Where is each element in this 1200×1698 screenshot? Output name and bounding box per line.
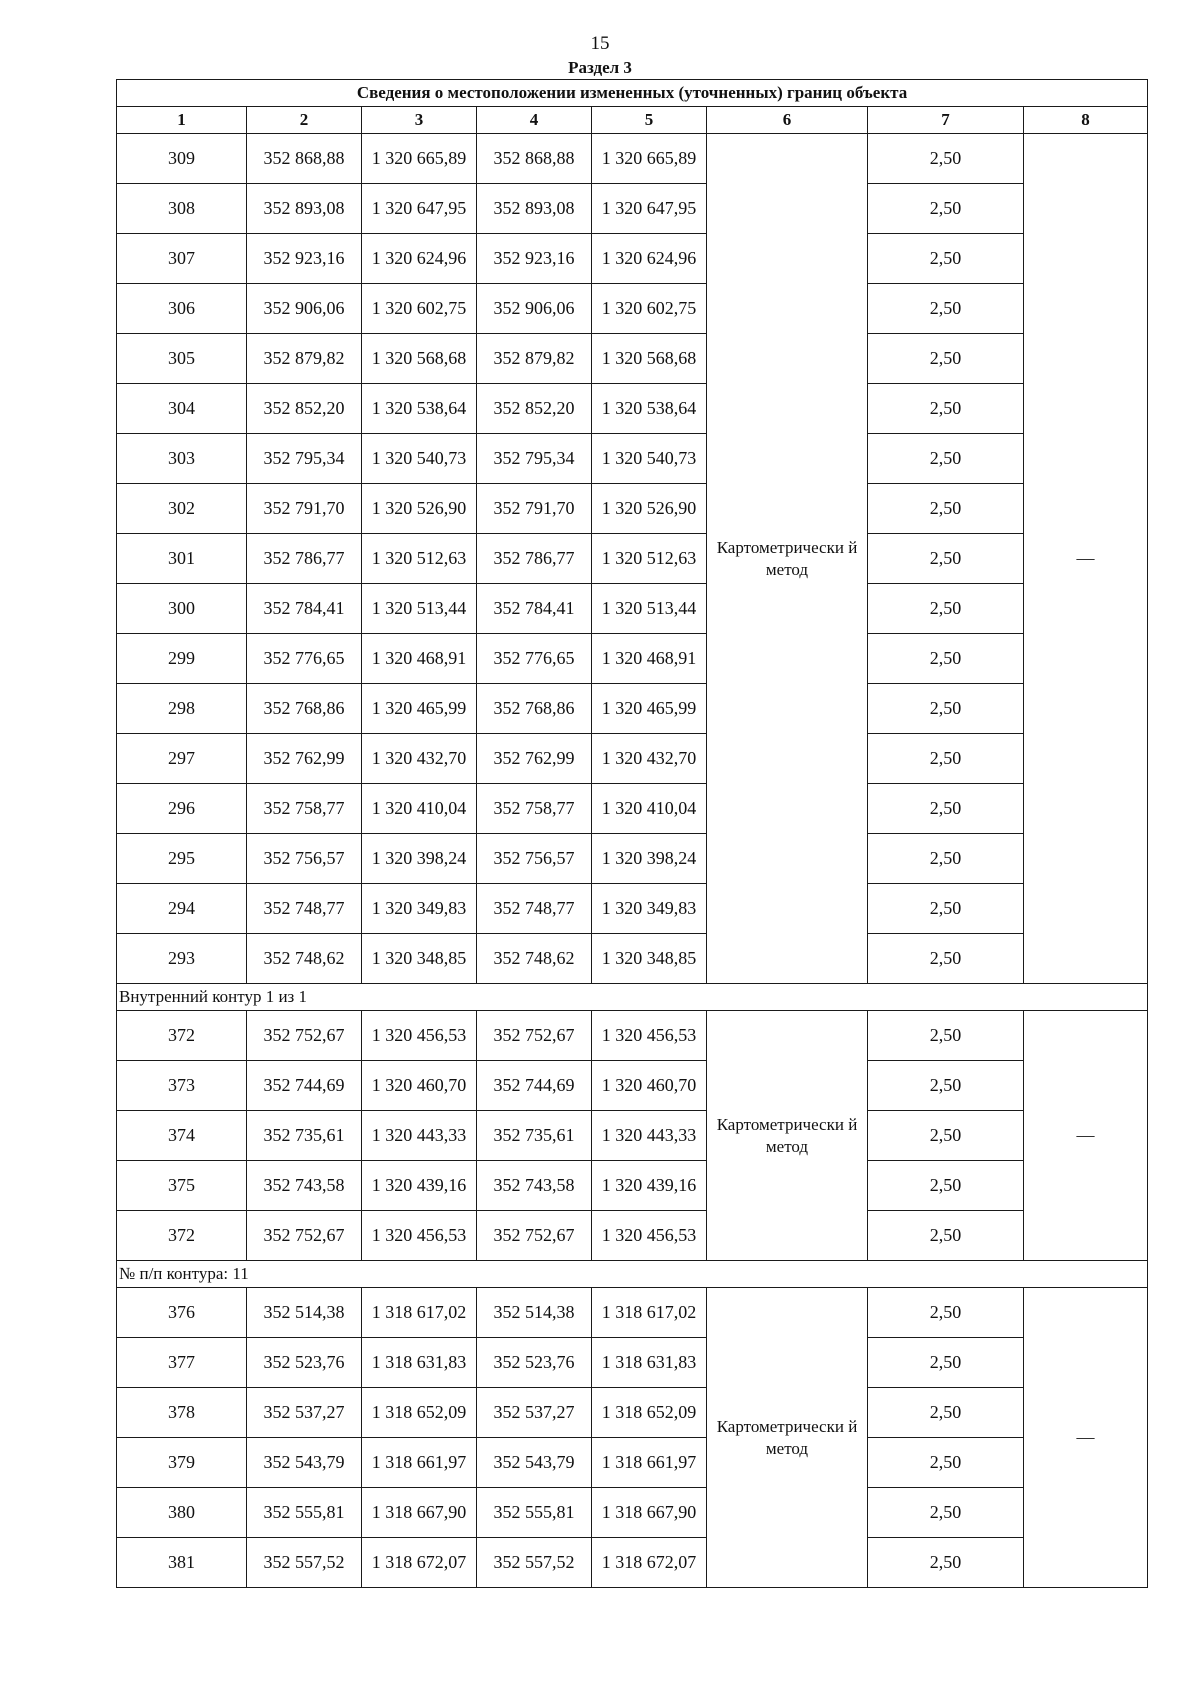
y-coordinate-cell: 1 320 432,70 — [362, 734, 477, 784]
y-coordinate-cell: 1 320 465,99 — [362, 684, 477, 734]
table-row — [117, 684, 1148, 734]
table-row — [117, 1061, 1148, 1111]
point-number-cell: 300 — [117, 584, 247, 634]
x-coordinate-cell: 352 543,79 — [247, 1438, 362, 1488]
column-number: 7 — [868, 107, 1024, 134]
x-coordinate-cell: 352 786,77 — [247, 534, 362, 584]
x-new-coordinate-cell: 352 768,86 — [477, 684, 592, 734]
table-body — [117, 134, 1148, 1588]
y-new-coordinate-cell: 1 318 631,83 — [592, 1338, 707, 1388]
table-row — [117, 584, 1148, 634]
y-coordinate-cell: 1 320 456,53 — [362, 1211, 477, 1261]
x-new-coordinate-cell: 352 852,20 — [477, 384, 592, 434]
x-new-coordinate-cell: 352 744,69 — [477, 1061, 592, 1111]
table-row — [117, 1388, 1148, 1438]
y-new-coordinate-cell: 1 318 661,97 — [592, 1438, 707, 1488]
y-coordinate-cell: 1 320 349,83 — [362, 884, 477, 934]
point-number-cell: 302 — [117, 484, 247, 534]
x-new-coordinate-cell: 352 514,38 — [477, 1288, 592, 1338]
y-new-coordinate-cell: 1 320 468,91 — [592, 634, 707, 684]
x-new-coordinate-cell: 352 537,27 — [477, 1388, 592, 1438]
table-row — [117, 334, 1148, 384]
point-number-cell: 293 — [117, 934, 247, 984]
table-row — [117, 1338, 1148, 1388]
table-row — [117, 134, 1148, 184]
point-number-cell: 307 — [117, 234, 247, 284]
point-number-cell: 379 — [117, 1438, 247, 1488]
column-number: 1 — [117, 107, 247, 134]
accuracy-cell: 2,50 — [868, 1111, 1024, 1161]
y-new-coordinate-cell: 1 320 540,73 — [592, 434, 707, 484]
y-new-coordinate-cell: 1 320 602,75 — [592, 284, 707, 334]
point-number-cell: 295 — [117, 834, 247, 884]
y-coordinate-cell: 1 320 647,95 — [362, 184, 477, 234]
table-row — [117, 1538, 1148, 1588]
y-coordinate-cell: 1 320 443,33 — [362, 1111, 477, 1161]
point-number-cell: 377 — [117, 1338, 247, 1388]
accuracy-cell: 2,50 — [868, 784, 1024, 834]
y-coordinate-cell: 1 318 652,09 — [362, 1388, 477, 1438]
point-number-cell: 374 — [117, 1111, 247, 1161]
table-row — [117, 1288, 1148, 1338]
x-coordinate-cell: 352 784,41 — [247, 584, 362, 634]
x-new-coordinate-cell: 352 748,77 — [477, 884, 592, 934]
table-row — [117, 1438, 1148, 1488]
x-new-coordinate-cell: 352 879,82 — [477, 334, 592, 384]
contour-label: № п/п контура: 11 — [117, 1261, 1148, 1288]
point-number-cell: 381 — [117, 1538, 247, 1588]
column-number: 6 — [707, 107, 868, 134]
x-coordinate-cell: 352 791,70 — [247, 484, 362, 534]
accuracy-cell: 2,50 — [868, 334, 1024, 384]
table-row — [117, 834, 1148, 884]
y-new-coordinate-cell: 1 320 624,96 — [592, 234, 707, 284]
column-number: 3 — [362, 107, 477, 134]
note-cell: — — [1024, 1288, 1148, 1588]
y-new-coordinate-cell: 1 320 665,89 — [592, 134, 707, 184]
y-coordinate-cell: 1 318 631,83 — [362, 1338, 477, 1388]
y-coordinate-cell: 1 320 538,64 — [362, 384, 477, 434]
y-new-coordinate-cell: 1 318 672,07 — [592, 1538, 707, 1588]
x-new-coordinate-cell: 352 752,67 — [477, 1211, 592, 1261]
x-coordinate-cell: 352 743,58 — [247, 1161, 362, 1211]
table-row — [117, 484, 1148, 534]
y-coordinate-cell: 1 320 410,04 — [362, 784, 477, 834]
y-new-coordinate-cell: 1 320 443,33 — [592, 1111, 707, 1161]
y-new-coordinate-cell: 1 320 398,24 — [592, 834, 707, 884]
accuracy-cell: 2,50 — [868, 134, 1024, 184]
point-number-cell: 305 — [117, 334, 247, 384]
table-row — [117, 884, 1148, 934]
contour-label-row — [117, 984, 1148, 1011]
note-cell: — — [1024, 1011, 1148, 1261]
accuracy-cell: 2,50 — [868, 234, 1024, 284]
accuracy-cell: 2,50 — [868, 884, 1024, 934]
x-new-coordinate-cell: 352 557,52 — [477, 1538, 592, 1588]
accuracy-cell: 2,50 — [868, 934, 1024, 984]
y-new-coordinate-cell: 1 318 652,09 — [592, 1388, 707, 1438]
x-new-coordinate-cell: 352 776,65 — [477, 634, 592, 684]
point-number-cell: 299 — [117, 634, 247, 684]
accuracy-cell: 2,50 — [868, 1338, 1024, 1388]
accuracy-cell: 2,50 — [868, 434, 1024, 484]
x-coordinate-cell: 352 744,69 — [247, 1061, 362, 1111]
y-coordinate-cell: 1 320 398,24 — [362, 834, 477, 884]
y-new-coordinate-cell: 1 320 647,95 — [592, 184, 707, 234]
column-number: 5 — [592, 107, 707, 134]
x-new-coordinate-cell: 352 748,62 — [477, 934, 592, 984]
accuracy-cell: 2,50 — [868, 284, 1024, 334]
point-number-cell: 306 — [117, 284, 247, 334]
point-number-cell: 298 — [117, 684, 247, 734]
x-coordinate-cell: 352 557,52 — [247, 1538, 362, 1588]
point-number-cell: 309 — [117, 134, 247, 184]
x-coordinate-cell: 352 752,67 — [247, 1211, 362, 1261]
method-cell: Картометрически й метод — [707, 1288, 868, 1588]
table-row — [117, 734, 1148, 784]
y-new-coordinate-cell: 1 320 439,16 — [592, 1161, 707, 1211]
x-coordinate-cell: 352 852,20 — [247, 384, 362, 434]
accuracy-cell: 2,50 — [868, 1061, 1024, 1111]
y-coordinate-cell: 1 320 568,68 — [362, 334, 477, 384]
x-new-coordinate-cell: 352 762,99 — [477, 734, 592, 784]
y-new-coordinate-cell: 1 320 456,53 — [592, 1011, 707, 1061]
accuracy-cell: 2,50 — [868, 1538, 1024, 1588]
table-row — [117, 284, 1148, 334]
y-new-coordinate-cell: 1 320 432,70 — [592, 734, 707, 784]
table-row — [117, 1011, 1148, 1061]
y-coordinate-cell: 1 318 667,90 — [362, 1488, 477, 1538]
page-number: 15 — [590, 33, 610, 54]
y-new-coordinate-cell: 1 318 617,02 — [592, 1288, 707, 1338]
x-new-coordinate-cell: 352 923,16 — [477, 234, 592, 284]
x-new-coordinate-cell: 352 786,77 — [477, 534, 592, 584]
x-new-coordinate-cell: 352 735,61 — [477, 1111, 592, 1161]
x-coordinate-cell: 352 879,82 — [247, 334, 362, 384]
x-coordinate-cell: 352 752,67 — [247, 1011, 362, 1061]
column-number: 8 — [1024, 107, 1148, 134]
y-new-coordinate-cell: 1 320 348,85 — [592, 934, 707, 984]
accuracy-cell: 2,50 — [868, 1011, 1024, 1061]
accuracy-cell: 2,50 — [868, 534, 1024, 584]
x-new-coordinate-cell: 352 523,76 — [477, 1338, 592, 1388]
accuracy-cell: 2,50 — [868, 484, 1024, 534]
table-row — [117, 634, 1148, 684]
point-number-cell: 304 — [117, 384, 247, 434]
y-new-coordinate-cell: 1 320 456,53 — [592, 1211, 707, 1261]
boundary-coordinates-table — [116, 79, 1148, 1588]
accuracy-cell: 2,50 — [868, 684, 1024, 734]
x-coordinate-cell: 352 514,38 — [247, 1288, 362, 1338]
x-coordinate-cell: 352 523,76 — [247, 1338, 362, 1388]
x-coordinate-cell: 352 758,77 — [247, 784, 362, 834]
point-number-cell: 297 — [117, 734, 247, 784]
y-coordinate-cell: 1 320 513,44 — [362, 584, 477, 634]
section-title: Раздел 3 — [568, 58, 632, 77]
accuracy-cell: 2,50 — [868, 834, 1024, 884]
point-number-cell: 373 — [117, 1061, 247, 1111]
point-number-cell: 378 — [117, 1388, 247, 1438]
table-row — [117, 184, 1148, 234]
x-new-coordinate-cell: 352 752,67 — [477, 1011, 592, 1061]
table-row — [117, 234, 1148, 284]
accuracy-cell: 2,50 — [868, 1438, 1024, 1488]
y-new-coordinate-cell: 1 320 568,68 — [592, 334, 707, 384]
table-row — [117, 534, 1148, 584]
x-new-coordinate-cell: 352 543,79 — [477, 1438, 592, 1488]
x-new-coordinate-cell: 352 795,34 — [477, 434, 592, 484]
table-row — [117, 1488, 1148, 1538]
x-new-coordinate-cell: 352 756,57 — [477, 834, 592, 884]
accuracy-cell: 2,50 — [868, 184, 1024, 234]
x-coordinate-cell: 352 762,99 — [247, 734, 362, 784]
point-number-cell: 296 — [117, 784, 247, 834]
y-coordinate-cell: 1 320 468,91 — [362, 634, 477, 684]
accuracy-cell: 2,50 — [868, 1388, 1024, 1438]
point-number-cell: 375 — [117, 1161, 247, 1211]
x-new-coordinate-cell: 352 868,88 — [477, 134, 592, 184]
y-coordinate-cell: 1 320 348,85 — [362, 934, 477, 984]
point-number-cell: 294 — [117, 884, 247, 934]
x-new-coordinate-cell: 352 555,81 — [477, 1488, 592, 1538]
x-coordinate-cell: 352 906,06 — [247, 284, 362, 334]
y-coordinate-cell: 1 320 540,73 — [362, 434, 477, 484]
y-coordinate-cell: 1 320 460,70 — [362, 1061, 477, 1111]
table-row — [117, 384, 1148, 434]
point-number-cell: 303 — [117, 434, 247, 484]
x-coordinate-cell: 352 893,08 — [247, 184, 362, 234]
y-coordinate-cell: 1 318 672,07 — [362, 1538, 477, 1588]
y-new-coordinate-cell: 1 320 526,90 — [592, 484, 707, 534]
y-new-coordinate-cell: 1 320 538,64 — [592, 384, 707, 434]
table-row — [117, 1211, 1148, 1261]
y-coordinate-cell: 1 320 624,96 — [362, 234, 477, 284]
x-new-coordinate-cell: 352 893,08 — [477, 184, 592, 234]
y-new-coordinate-cell: 1 320 460,70 — [592, 1061, 707, 1111]
x-coordinate-cell: 352 768,86 — [247, 684, 362, 734]
x-coordinate-cell: 352 795,34 — [247, 434, 362, 484]
column-number: 2 — [247, 107, 362, 134]
contour-label: Внутренний контур 1 из 1 — [117, 984, 1148, 1011]
y-new-coordinate-cell: 1 320 465,99 — [592, 684, 707, 734]
x-new-coordinate-cell: 352 791,70 — [477, 484, 592, 534]
y-coordinate-cell: 1 320 512,63 — [362, 534, 477, 584]
point-number-cell: 380 — [117, 1488, 247, 1538]
point-number-cell: 301 — [117, 534, 247, 584]
x-coordinate-cell: 352 923,16 — [247, 234, 362, 284]
method-cell: Картометрически й метод — [707, 1011, 868, 1261]
table-row — [117, 784, 1148, 834]
x-new-coordinate-cell: 352 758,77 — [477, 784, 592, 834]
x-new-coordinate-cell: 352 784,41 — [477, 584, 592, 634]
point-number-cell: 308 — [117, 184, 247, 234]
x-coordinate-cell: 352 776,65 — [247, 634, 362, 684]
y-coordinate-cell: 1 320 456,53 — [362, 1011, 477, 1061]
point-number-cell: 376 — [117, 1288, 247, 1338]
y-new-coordinate-cell: 1 320 349,83 — [592, 884, 707, 934]
table-row — [117, 1161, 1148, 1211]
accuracy-cell: 2,50 — [868, 734, 1024, 784]
accuracy-cell: 2,50 — [868, 584, 1024, 634]
table-row — [117, 434, 1148, 484]
x-new-coordinate-cell: 352 906,06 — [477, 284, 592, 334]
note-cell: — — [1024, 134, 1148, 984]
accuracy-cell: 2,50 — [868, 1488, 1024, 1538]
x-coordinate-cell: 352 868,88 — [247, 134, 362, 184]
point-number-cell: 372 — [117, 1211, 247, 1261]
x-coordinate-cell: 352 756,57 — [247, 834, 362, 884]
y-coordinate-cell: 1 320 439,16 — [362, 1161, 477, 1211]
y-coordinate-cell: 1 320 665,89 — [362, 134, 477, 184]
x-coordinate-cell: 352 537,27 — [247, 1388, 362, 1438]
y-coordinate-cell: 1 318 661,97 — [362, 1438, 477, 1488]
table-caption: Сведения о местоположении измененных (уточненных) границ объекта — [117, 80, 1148, 107]
accuracy-cell: 2,50 — [868, 1161, 1024, 1211]
table-row — [117, 1111, 1148, 1161]
table-row — [117, 934, 1148, 984]
x-coordinate-cell: 352 555,81 — [247, 1488, 362, 1538]
x-coordinate-cell: 352 735,61 — [247, 1111, 362, 1161]
y-new-coordinate-cell: 1 320 410,04 — [592, 784, 707, 834]
accuracy-cell: 2,50 — [868, 634, 1024, 684]
point-number-cell: 372 — [117, 1011, 247, 1061]
accuracy-cell: 2,50 — [868, 384, 1024, 434]
y-coordinate-cell: 1 320 602,75 — [362, 284, 477, 334]
accuracy-cell: 2,50 — [868, 1288, 1024, 1338]
y-new-coordinate-cell: 1 318 667,90 — [592, 1488, 707, 1538]
x-new-coordinate-cell: 352 743,58 — [477, 1161, 592, 1211]
y-new-coordinate-cell: 1 320 513,44 — [592, 584, 707, 634]
accuracy-cell: 2,50 — [868, 1211, 1024, 1261]
x-coordinate-cell: 352 748,62 — [247, 934, 362, 984]
column-number: 4 — [477, 107, 592, 134]
contour-label-row — [117, 1261, 1148, 1288]
y-new-coordinate-cell: 1 320 512,63 — [592, 534, 707, 584]
y-coordinate-cell: 1 318 617,02 — [362, 1288, 477, 1338]
method-cell: Картометрически й метод — [707, 134, 868, 984]
x-coordinate-cell: 352 748,77 — [247, 884, 362, 934]
y-coordinate-cell: 1 320 526,90 — [362, 484, 477, 534]
